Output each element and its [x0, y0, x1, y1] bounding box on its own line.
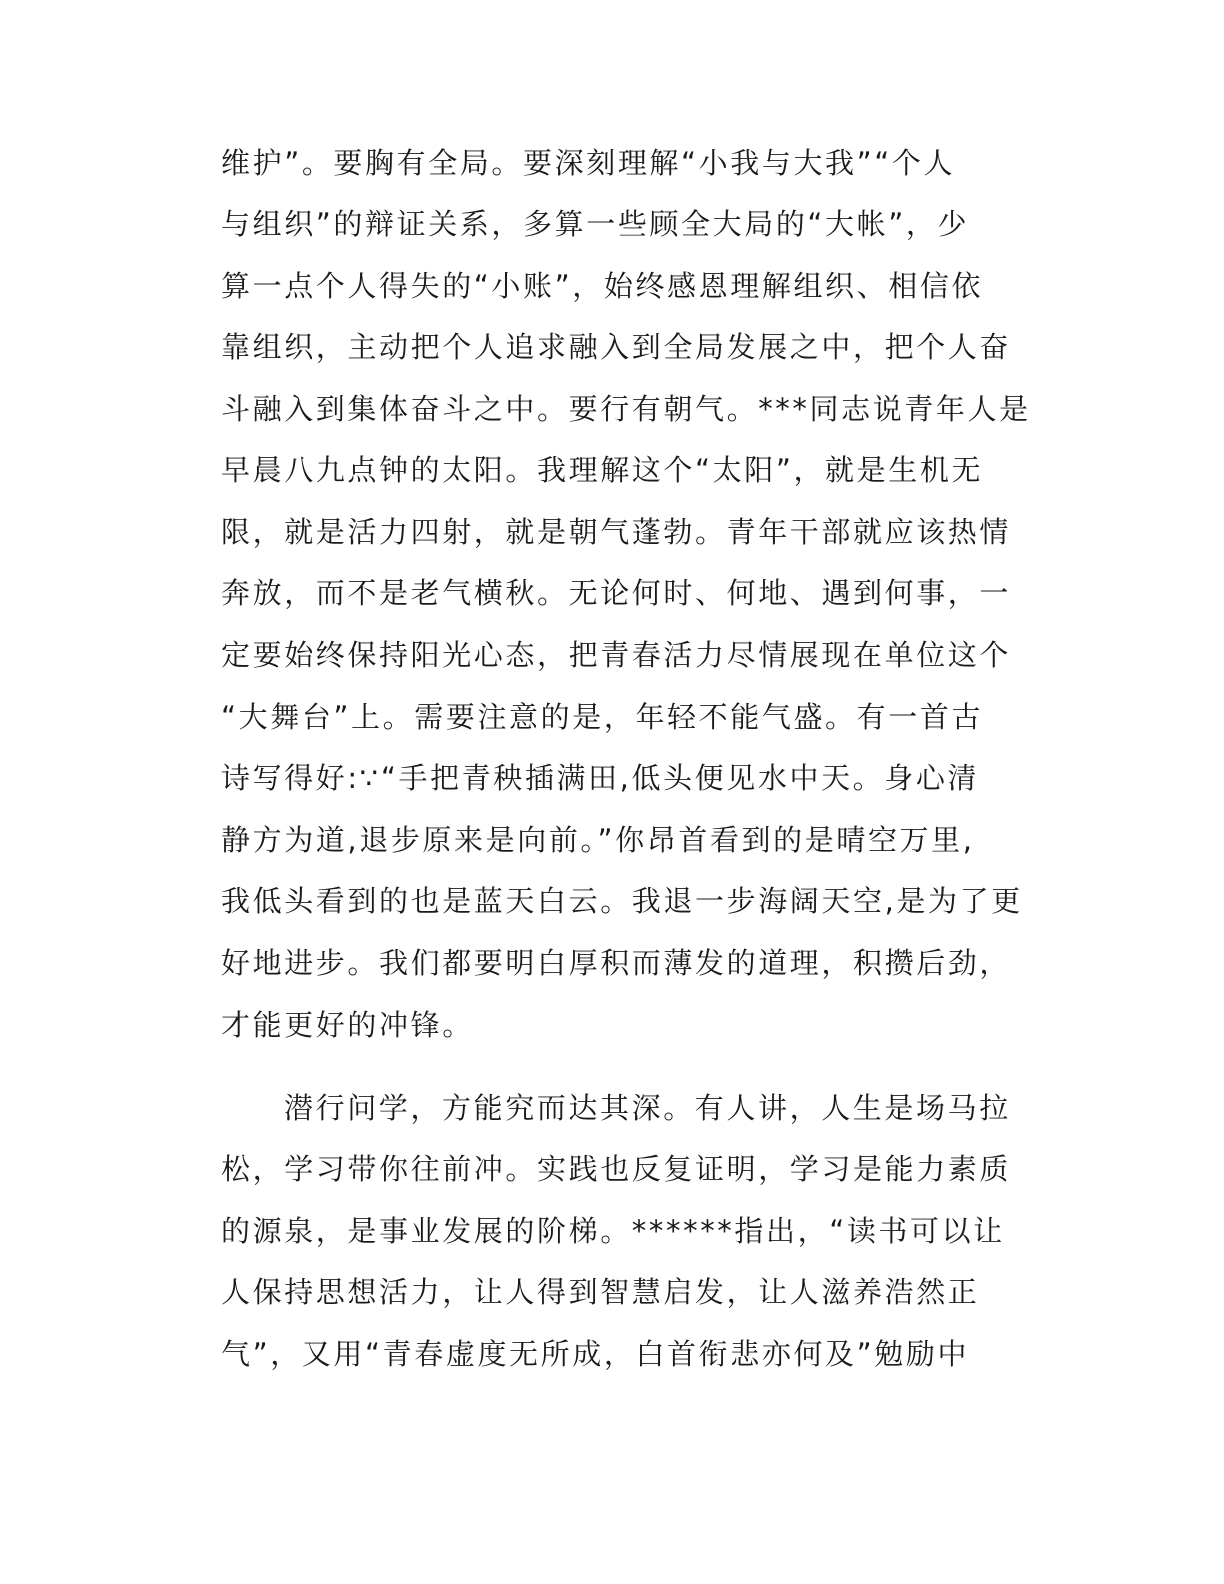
text-line: 斗融入到集体奋斗之中。要行有朝气。***同志说青年人是 [221, 392, 1031, 426]
text-line: 算一点个人得失的“小账”，始终感恩理解组织、相信依 [221, 269, 984, 303]
text-line: 限，就是活力四射，就是朝气蓬勃。青年干部就应该热情 [221, 515, 1012, 549]
text-line: 的源泉，是事业发展的阶梯。******指出，“读书可以让 [221, 1214, 1005, 1248]
text-line: 好地进步。我们都要明白厚积而薄发的道理，积攒后劲， [221, 946, 1012, 980]
text-line: 定要始终保持阳光心态，把青春活力尽情展现在单位这个 [221, 638, 1012, 672]
text-line: 我低头看到的也是蓝天白云。我退一步海阔天空,是为了更 [221, 884, 1023, 918]
text-line: 维护”。要胸有全局。要深刻理解“小我与大我”“个人 [221, 146, 956, 180]
text-line: 人保持思想活力，让人得到智慧启发，让人滋养浩然正 [221, 1275, 980, 1309]
text-line: 气”，又用“青春虚度无所成，白首衔悲亦何及”勉励中 [221, 1337, 970, 1371]
text-line: 早晨八九点钟的太阳。我理解这个“太阳”，就是生机无 [221, 453, 984, 487]
text-line: 奔放，而不是老气横秋。无论何时、何地、遇到何事，一 [221, 576, 1012, 610]
text-line: 诗写得好:∵“手把青秧插满田,低头便见水中天。身心清 [221, 761, 980, 795]
text-line: 与组织”的辩证关系，多算一些顾全大局的“大帐”，少 [221, 207, 970, 241]
text-line: 静方为道,退步原来是向前。”你昂首看到的是晴空万里, [221, 823, 975, 857]
text-line: 靠组织，主动把个人追求融入到全局发展之中，把个人奋 [221, 330, 1012, 364]
text-line: 才能更好的冲锋。 [221, 1008, 474, 1042]
text-line: “大舞台”上。需要注意的是，年轻不能气盛。有一首古 [221, 700, 984, 734]
text-line: 潜行问学，方能究而达其深。有人讲，人生是场马拉 [284, 1091, 1011, 1125]
text-line: 松，学习带你往前冲。实践也反复证明，学习是能力素质 [221, 1152, 1012, 1186]
